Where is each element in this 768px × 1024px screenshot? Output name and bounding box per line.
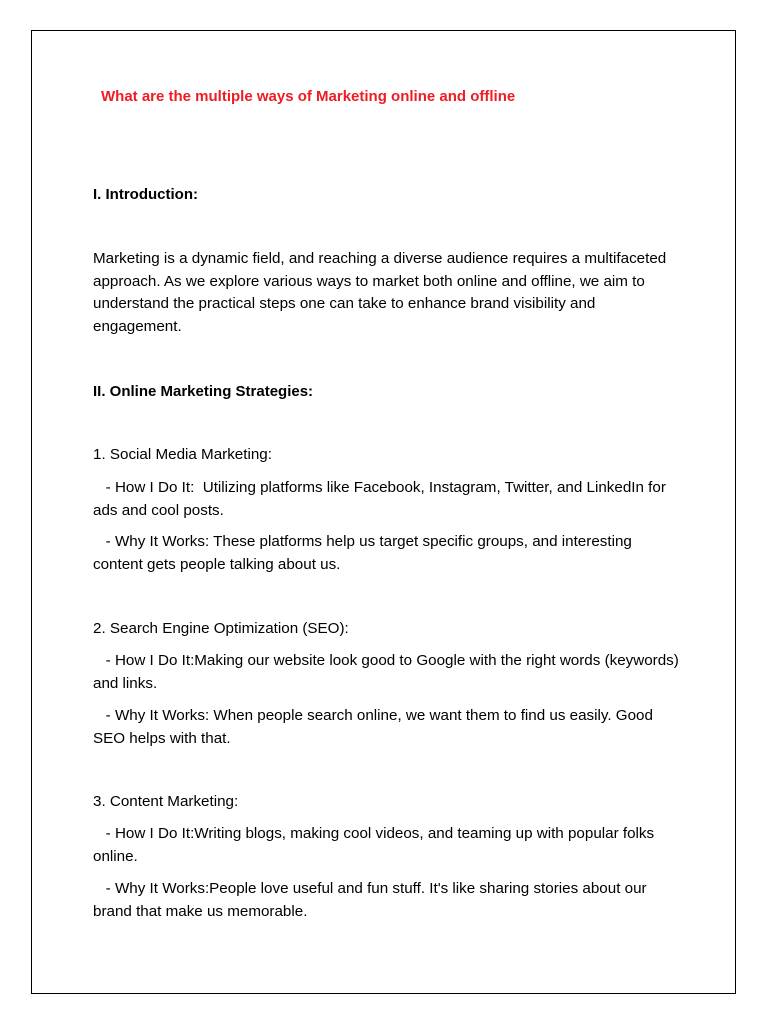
strategy-how-seo: - How I Do It:Making our website look good to Google with the right words (keywords) and links. bbox=[93, 652, 684, 692]
strategy-why-seo: - Why It Works: When people search online, we want them to find us easily. Good SEO helps with that. bbox=[93, 707, 658, 747]
intro-heading: I. Introduction: bbox=[93, 186, 198, 203]
document-title: What are the multiple ways of Marketing online and offline bbox=[101, 88, 516, 105]
strategy-how-social-media: - How I Do It: Utilizing platforms like Facebook, Instagram, Twitter, and LinkedIn for ads and cool posts. bbox=[93, 479, 671, 519]
strategy-heading-content-marketing: 3. Content Marketing: bbox=[93, 793, 239, 810]
online-strategies-heading: II. Online Marketing Strategies: bbox=[93, 383, 314, 400]
strategy-heading-seo: 2. Search Engine Optimization (SEO): bbox=[93, 620, 349, 637]
strategy-how-content-marketing: - How I Do It:Writing blogs, making cool videos, and teaming up with popular folks online. bbox=[93, 825, 659, 865]
strategy-why-content-marketing: - Why It Works:People love useful and fun stuff. It's like sharing stories about our brand that make us memorable. bbox=[93, 880, 651, 920]
strategy-heading-social-media: 1. Social Media Marketing: bbox=[93, 446, 272, 463]
strategy-why-social-media: - Why It Works: These platforms help us target specific groups, and interesting content gets people talking about us. bbox=[93, 533, 637, 573]
intro-paragraph: Marketing is a dynamic field, and reaching a diverse audience requires a multifaceted approach. As we explore various ways to market both online and offline, we aim to understand the practical steps one can take to enhance brand visibility and engagement. bbox=[93, 250, 667, 335]
